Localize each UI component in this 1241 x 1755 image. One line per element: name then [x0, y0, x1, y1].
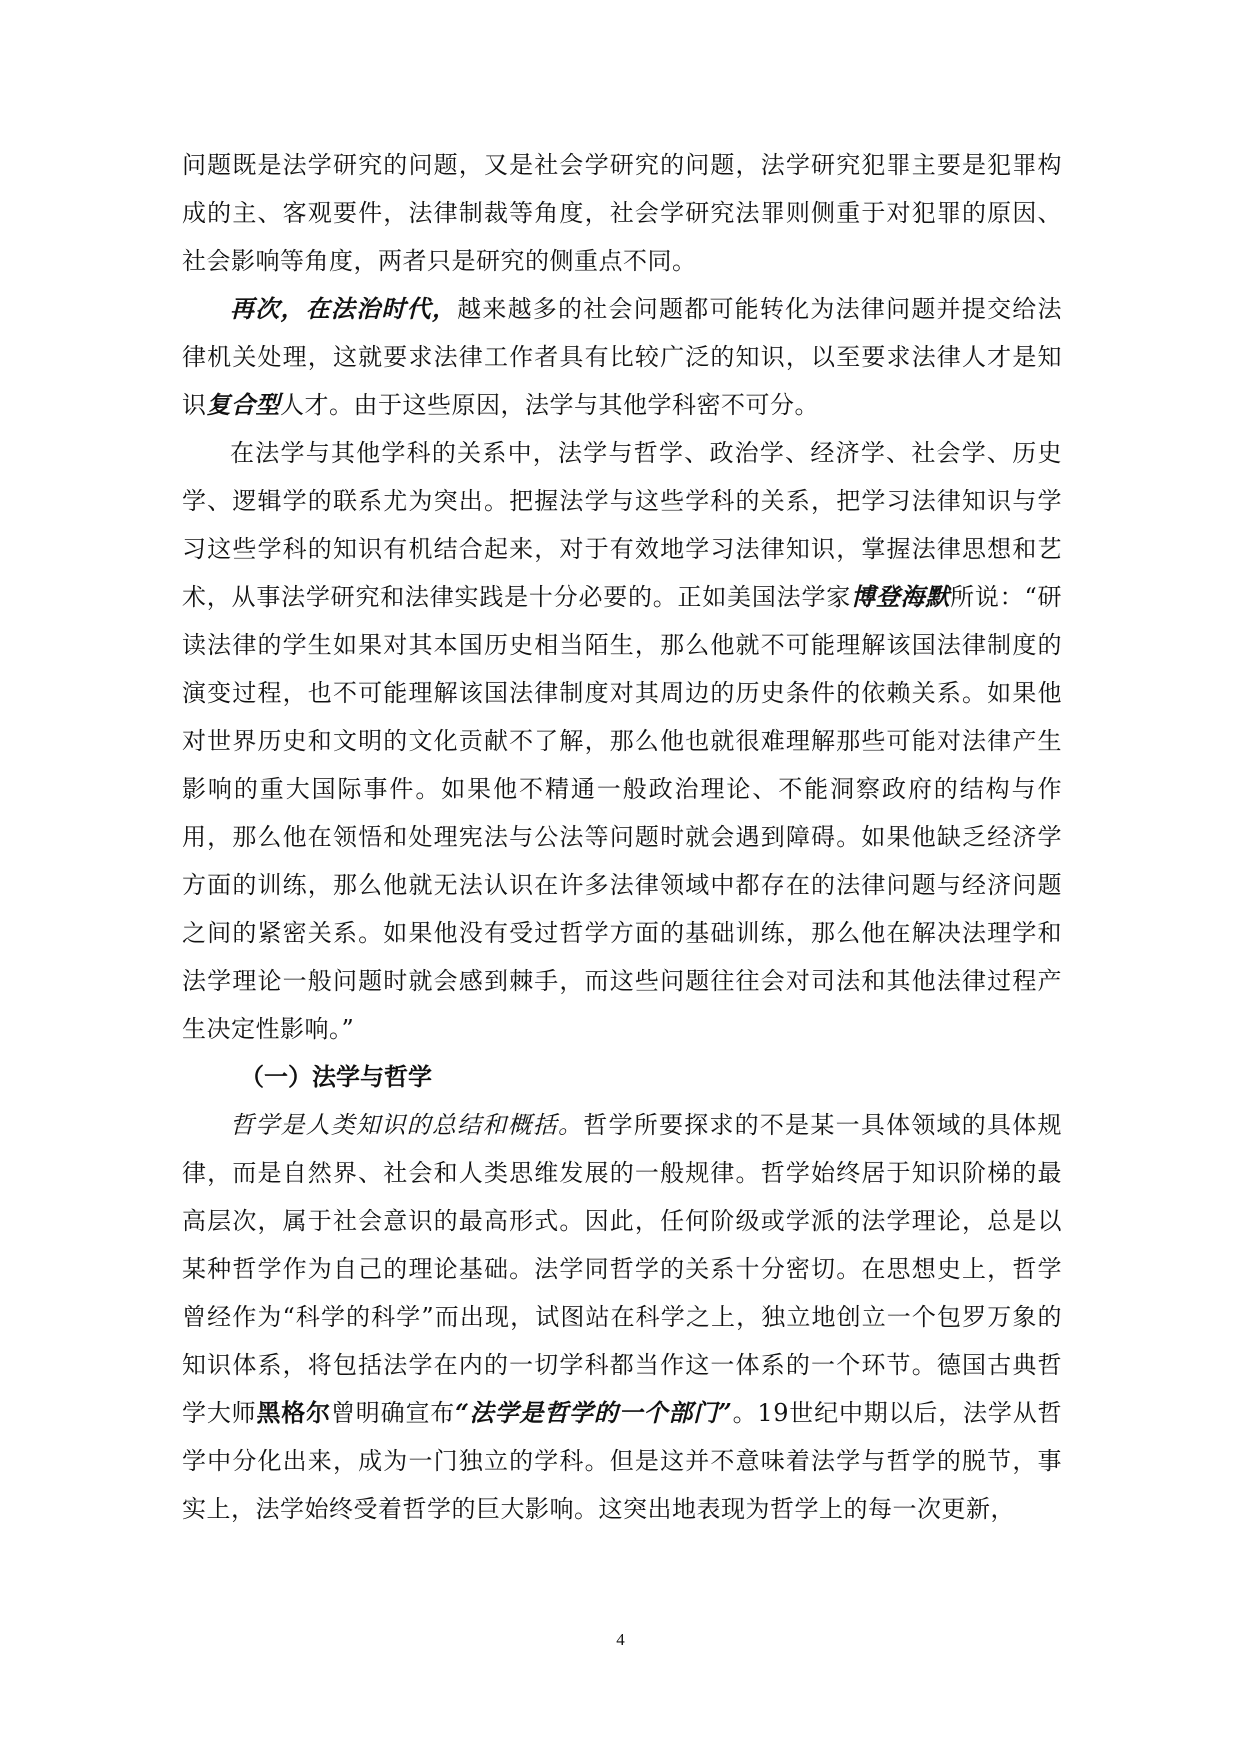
paragraph-philosophy — [182, 1101, 1062, 1533]
paragraph-text: 问题既是法学研究的问题，又是社会学研究的问题，法学研究犯罪主要是犯罪构成的主、客观要件，法律制裁等角度，社会学研究法罪则侧重于对犯罪的原因、社会影响等角度，两者只是研究的侧重点不同。 — [182, 151, 1062, 275]
emphasis-term: 复合型 — [206, 390, 280, 419]
emphasis-lead: 再次，在法治时代， — [230, 294, 458, 323]
paragraph-continuation — [182, 141, 1062, 285]
paragraph-text: 在法学与其他学科的关系中，法学与哲学、政治学、经济学、社会学、历史学、逻辑学的联系尤为突出。把握法学与这些学科的关系，把学习法律知识与学习这些学科的知识有机结合起来，对于有效地学习法律知识，掌握法律思想和艺术，从事法学研究和法律实践是十分必要的。正如美国法学家 — [182, 439, 1062, 611]
paragraph-relations — [182, 429, 1062, 1053]
page-body — [182, 141, 1062, 1533]
paragraph-interdisciplinary — [182, 285, 1062, 429]
paragraph-text: 人才。由于这些原因，法学与其他学科密不可分。 — [280, 391, 819, 419]
emphasis-quote: “法学是哲学的一个部门” — [455, 1398, 733, 1427]
italic-lead: 哲学是人类知识的总结和概括。 — [230, 1111, 584, 1139]
emphasis-name: 博登海默 — [851, 582, 951, 611]
paragraph-text: 曾明确宣布 — [330, 1399, 456, 1427]
page-number: 4 — [616, 1630, 625, 1649]
paragraph-text: 所说：“研读法律的学生如果对其本国历史相当陌生，那么他就不可能理解该国法律制度的演变过程，也不可能理解该国法律制度对其周边的历史条件的依赖关系。如果他对世界历史和文明的文化贡献不了解，那么他也就很难理解那些可能对法律产生影响的重大国际事件。如果他不精通一般政治理论、不能洞察政府的结构与作用，那么他在领悟和处理宪法与公法等问题时就会遇到障碍。如果他缺乏经济学方面的训练，那么他就无法认识在许多法律领域中都存在的法律问题与经济问题之间的紧密关系。如果他没有受过哲学方面的基础训练，那么他在解决法理学和法学理论一般问题时就会感到棘手，而这些问题往往会对司法和其他法律过程产生决定性影响。” — [182, 583, 1063, 1043]
section-heading: （一）法学与哲学 — [240, 1063, 432, 1091]
paragraph-text: 哲学所要探求的不是某一具体领域的具体规律，而是自然界、社会和人类思维发展的一般规律。哲学始终居于知识阶梯的最高层次，属于社会意识的最高形式。因此，任何阶级或学派的法学理论，总是以某种哲学作为自己的理论基础。法学同哲学的关系十分密切。在思想史上，哲学曾经作为“科学的科学”而出现，试图站在科学之上，独立地创立一个包罗万象的知识体系，将包括法学在内的一切学科都当作这一体系的一个环节。德国古典哲学大师 — [182, 1111, 1062, 1427]
paragraph-text: 。19世纪中期以后，法学从哲学中分化出来，成为一门独立的学科。但是这并不意味着法学与哲学的脱节，事实上，法学始终受着哲学的巨大影响。这突出地表现为哲学上的每一次更新， — [182, 1399, 1063, 1523]
paragraph-text: 越来越多的社会问题都可能转化为法律问题并提交给法律机关处理，这就要求法律工作者具有比较广泛的知识，以至要求法律人才是知识 — [182, 295, 1062, 419]
emphasis-name: 黑格尔 — [256, 1398, 331, 1427]
